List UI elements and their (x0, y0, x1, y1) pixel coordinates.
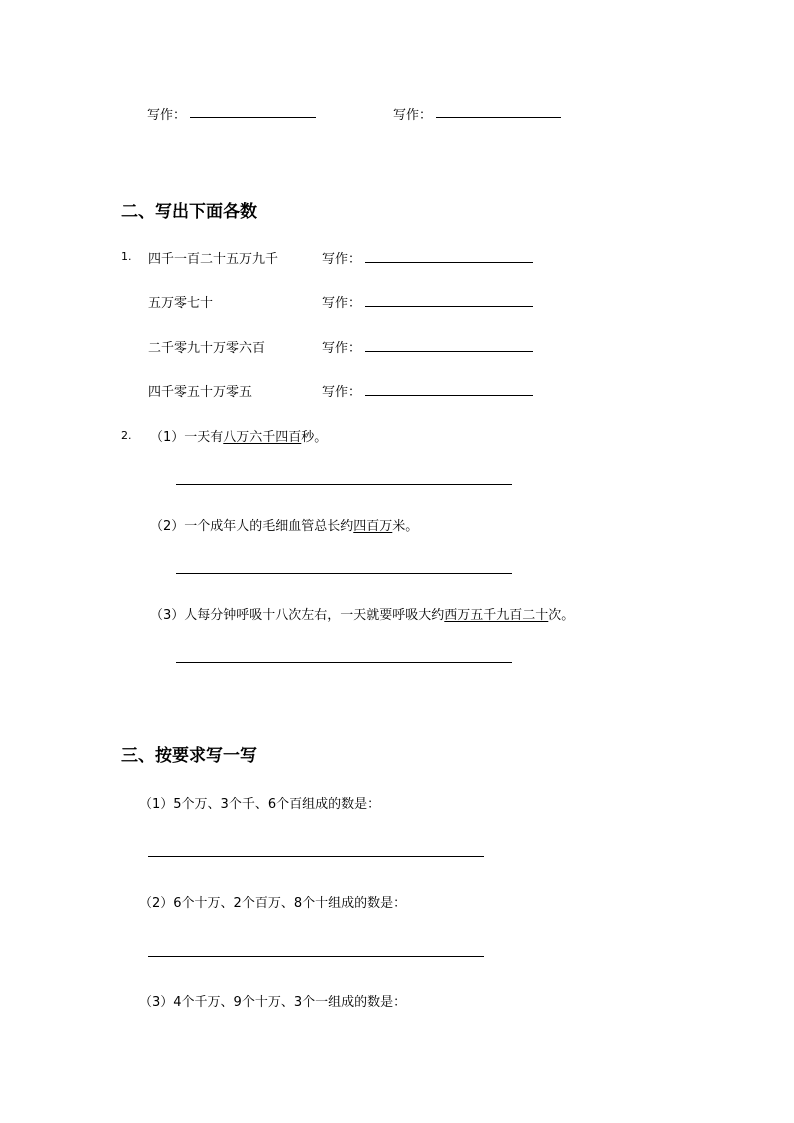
question-3-2: （2）6个十万、2个百万、8个十组成的数是： (139, 896, 407, 911)
section-2-title: 二、写出下面各数 (121, 202, 257, 222)
answer-line-top-right[interactable] (436, 117, 561, 118)
write-label-top-left: 写作： (147, 108, 187, 123)
question-1-number: 1. (121, 250, 132, 263)
answer-line-top-left[interactable] (190, 117, 316, 118)
write-label: 写作： (322, 252, 362, 267)
answer-line-2[interactable] (365, 306, 533, 307)
question-2-sub-2: （2）一个成年人的毛细血管总长约四百万米。 (150, 519, 419, 534)
write-label-top-right: 写作： (393, 108, 433, 123)
question-2-number: 2. (121, 429, 132, 442)
write-label: 写作： (322, 385, 362, 400)
question-3-3: （3）4个千万、9个十万、3个一组成的数是： (139, 995, 407, 1010)
answer-line-1[interactable] (365, 262, 533, 263)
answer-line-3[interactable] (365, 351, 533, 352)
number-word-1: 四千一百二十五万九千 (148, 252, 279, 267)
question-3-1: （1）5个万、3个千、6个百组成的数是： (139, 797, 381, 812)
answer-line-4[interactable] (365, 395, 533, 396)
question-2-sub-3: （3）人每分钟呼吸十八次左右，一天就要呼吸大约西万五千九百二十次。 (150, 608, 575, 623)
number-word-2: 五万零七十 (148, 296, 214, 311)
answer-line-2-1[interactable] (176, 484, 512, 485)
section-3-title: 三、按要求写一写 (121, 746, 257, 766)
number-word-4: 四千零五十万零五 (148, 385, 253, 400)
answer-line-2-3[interactable] (176, 662, 512, 663)
number-word-3: 二千零九十万零六百 (148, 341, 266, 356)
question-2-sub-1: （1）一天有八万六千四百秒。 (150, 430, 328, 445)
write-label: 写作： (322, 341, 362, 356)
write-label: 写作： (322, 296, 362, 311)
answer-line-3-2[interactable] (148, 956, 484, 957)
answer-line-3-1[interactable] (148, 856, 484, 857)
answer-line-2-2[interactable] (176, 573, 512, 574)
